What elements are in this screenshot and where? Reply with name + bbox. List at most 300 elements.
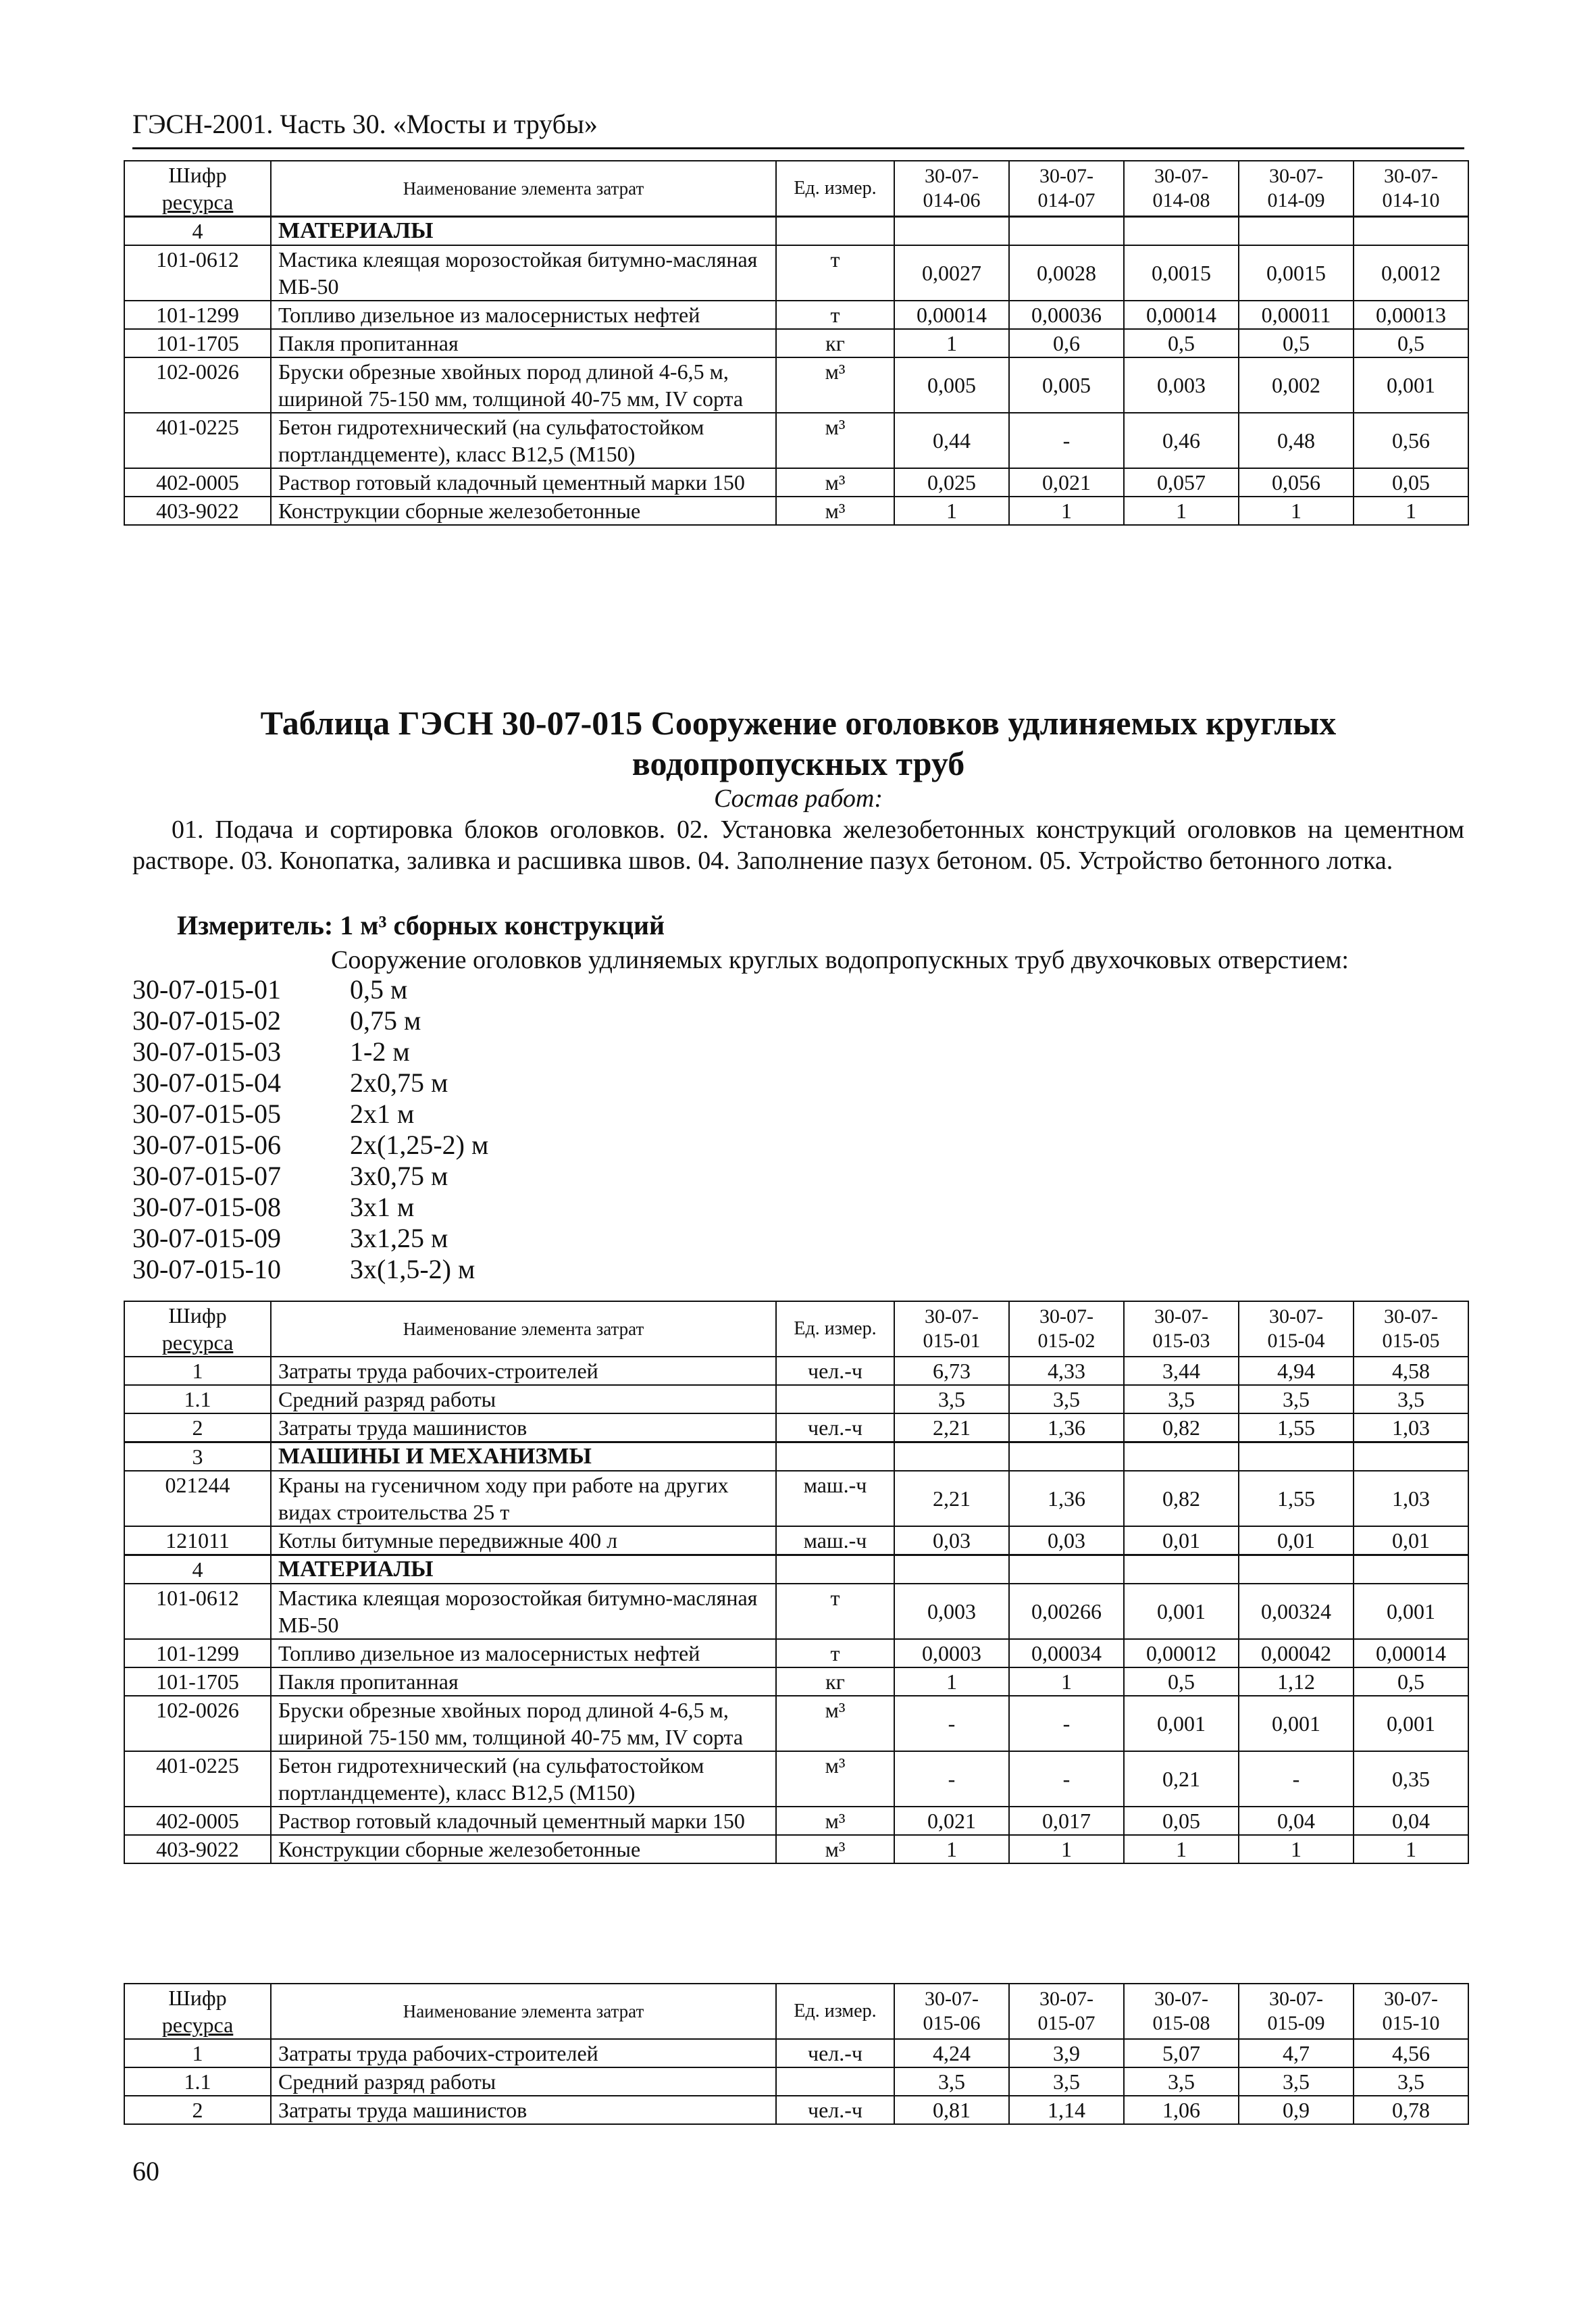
norm-value: 0,75 м <box>350 1005 421 1036</box>
resource-code: 1 <box>124 1357 271 1385</box>
resource-value: - <box>1009 1696 1124 1751</box>
header-code-line2: ресурса <box>161 1330 234 1355</box>
resource-code: 402-0005 <box>124 468 271 497</box>
resource-code: 101-1299 <box>124 301 271 329</box>
norm-code: 30-07-015-02 <box>132 1005 281 1036</box>
norm-row <box>132 974 488 1005</box>
header-norm-code-line2: 014-10 <box>1382 189 1440 211</box>
resource-value <box>1009 217 1124 246</box>
resource-value: 1,55 <box>1239 1413 1354 1442</box>
resource-code: 1.1 <box>124 1385 271 1413</box>
norm-row <box>132 1161 488 1192</box>
norm-row <box>132 1036 488 1067</box>
resource-unit: м³ <box>776 1807 894 1835</box>
resource-unit: м³ <box>776 1696 894 1751</box>
header-code <box>124 161 271 217</box>
header-norm-code-line2: 015-02 <box>1037 1330 1096 1352</box>
resource-value: 0,03 <box>1009 1526 1124 1555</box>
table-row <box>124 1471 1468 1526</box>
resource-unit: м³ <box>776 468 894 497</box>
resource-name: Краны на гусеничном ходу при работе на других видах строительства 25 т <box>271 1471 776 1526</box>
table-row <box>124 2096 1468 2124</box>
table-row <box>124 1639 1468 1667</box>
resource-code: 4 <box>124 1555 271 1584</box>
resource-value: - <box>894 1751 1009 1807</box>
header-norm-code-line2: 015-10 <box>1382 2012 1440 2034</box>
header-norm-code-line1: 30-07- <box>1154 1988 1208 2010</box>
resource-code: 101-1299 <box>124 1639 271 1667</box>
resource-value: 0,05 <box>1124 1807 1239 1835</box>
norm-code: 30-07-015-01 <box>132 974 281 1005</box>
header-name: Наименование элемента затрат <box>271 161 776 217</box>
page-number: 60 <box>132 2156 159 2186</box>
resource-value: 1 <box>1124 1835 1239 1863</box>
table-row <box>124 357 1468 413</box>
resource-code: 4 <box>124 217 271 246</box>
table-header-row <box>124 1301 1468 1357</box>
header-norm-code-line1: 30-07- <box>1039 1988 1093 2010</box>
header-norm-code-line1: 30-07- <box>1384 1988 1438 2010</box>
resource-value: 4,58 <box>1354 1357 1468 1385</box>
resource-name: Бруски обрезные хвойных пород длиной 4-6,5 м, шириной 75-150 мм, толщиной 40-75 мм, IV сорта <box>271 1696 776 1751</box>
resource-code: 101-1705 <box>124 329 271 357</box>
composition-text: 01. Подача и сортировка блоков оголовков. 02. Установка железобетонных конструкций оголовков на цементном растворе. 03. Конопатка, заливка и расшивка швов. 04. Заполнение пазух бетоном. 05. Устройство бетонного лотка. <box>132 815 1464 875</box>
resource-value: 0,001 <box>1124 1584 1239 1639</box>
resource-value: 0,00014 <box>894 301 1009 329</box>
resource-value: 0,48 <box>1239 413 1354 468</box>
table-row <box>124 1696 1468 1751</box>
resource-name: МАШИНЫ И МЕХАНИЗМЫ <box>271 1442 776 1472</box>
resource-unit: м³ <box>776 413 894 468</box>
norm-value: 0,5 м <box>350 974 408 1005</box>
header-code-line2: ресурса <box>161 190 234 214</box>
resource-value <box>1354 1442 1468 1472</box>
header-norm-code <box>1124 1984 1239 2039</box>
header-norm-code-line1: 30-07- <box>1039 165 1093 187</box>
resource-value <box>1124 217 1239 246</box>
resource-value: 1 <box>1009 497 1124 525</box>
table-row <box>124 245 1468 301</box>
resource-name: МАТЕРИАЛЫ <box>271 217 776 246</box>
norm-code: 30-07-015-06 <box>132 1130 281 1160</box>
header-norm-code-line2: 014-09 <box>1267 189 1325 211</box>
resource-unit <box>776 1442 894 1472</box>
header-norm-code <box>1239 161 1354 217</box>
resource-value <box>1009 1555 1124 1584</box>
resource-code: 101-1705 <box>124 1667 271 1696</box>
header-norm-code-line1: 30-07- <box>1154 165 1208 187</box>
resource-code: 2 <box>124 1413 271 1442</box>
resource-unit: т <box>776 245 894 301</box>
resource-unit: кг <box>776 1667 894 1696</box>
resource-code: 403-9022 <box>124 1835 271 1863</box>
resource-unit: т <box>776 301 894 329</box>
resource-unit: т <box>776 1639 894 1667</box>
resource-value: 3,5 <box>894 2067 1009 2096</box>
measure-unit: Измеритель: 1 м³ сборных конструкций <box>177 910 665 940</box>
norm-row <box>132 1192 488 1223</box>
resource-value: 3,5 <box>1124 2067 1239 2096</box>
resource-value <box>1239 217 1354 246</box>
resource-value: 0,56 <box>1354 413 1468 468</box>
header-norm-code-line1: 30-07- <box>1269 1988 1323 2010</box>
resource-value: 0,00042 <box>1239 1639 1354 1667</box>
resource-name: Раствор готовый кладочный цементный марки 150 <box>271 468 776 497</box>
header-norm-code-line2: 014-08 <box>1152 189 1210 211</box>
resource-value: 1 <box>1009 1835 1124 1863</box>
norm-code: 30-07-015-08 <box>132 1192 281 1222</box>
table-header-row <box>124 1984 1468 2039</box>
header-code <box>124 1984 271 2039</box>
resource-unit: чел.-ч <box>776 1413 894 1442</box>
norm-row <box>132 1254 488 1285</box>
resource-unit: кг <box>776 329 894 357</box>
header-norm-code-line1: 30-07- <box>1039 1305 1093 1328</box>
header-norm-code <box>1009 1301 1124 1357</box>
resource-value: 1 <box>1239 1835 1354 1863</box>
resource-value: 0,04 <box>1239 1807 1354 1835</box>
resource-value: 2,21 <box>894 1471 1009 1526</box>
resource-unit <box>776 1555 894 1584</box>
resource-value: 0,056 <box>1239 468 1354 497</box>
resource-value <box>894 217 1009 246</box>
header-norm-code-line1: 30-07- <box>1269 165 1323 187</box>
resource-code: 1 <box>124 2039 271 2067</box>
resource-value: 4,56 <box>1354 2039 1468 2067</box>
resource-value: 3,5 <box>1354 1385 1468 1413</box>
header-norm-code-line1: 30-07- <box>925 1988 979 2010</box>
resource-code: 402-0005 <box>124 1807 271 1835</box>
resource-value: 0,05 <box>1354 468 1468 497</box>
resource-unit <box>776 2067 894 2096</box>
resource-name: Затраты труда рабочих-строителей <box>271 1357 776 1385</box>
resource-code: 2 <box>124 2096 271 2124</box>
resource-value: 0,0012 <box>1354 245 1468 301</box>
resource-value: 0,00034 <box>1009 1639 1124 1667</box>
resource-code: 102-0026 <box>124 1696 271 1751</box>
resource-value: 3,5 <box>1009 2067 1124 2096</box>
header-unit: Ед. измер. <box>776 1301 894 1357</box>
header-norm-code <box>894 1984 1009 2039</box>
norms-list <box>132 974 488 1285</box>
resource-value: 0,00014 <box>1354 1639 1468 1667</box>
header-norm-code <box>1239 1984 1354 2039</box>
resource-unit: маш.-ч <box>776 1526 894 1555</box>
norm-row <box>132 1130 488 1161</box>
resource-value: 1,12 <box>1239 1667 1354 1696</box>
resource-value: 0,025 <box>894 468 1009 497</box>
resource-unit <box>776 1385 894 1413</box>
resource-name: Пакля пропитанная <box>271 329 776 357</box>
norm-row <box>132 1223 488 1254</box>
resource-value <box>1354 217 1468 246</box>
header-name: Наименование элемента затрат <box>271 1301 776 1357</box>
resource-value: 4,94 <box>1239 1357 1354 1385</box>
resource-value: 0,057 <box>1124 468 1239 497</box>
header-code-line1: Шифр <box>168 1986 227 2010</box>
resource-name: Топливо дизельное из малосернистых нефтей <box>271 1639 776 1667</box>
resource-name: Средний разряд работы <box>271 2067 776 2096</box>
resource-unit: м³ <box>776 1751 894 1807</box>
header-norm-code <box>894 1301 1009 1357</box>
resource-name: Пакля пропитанная <box>271 1667 776 1696</box>
resource-value: 1,03 <box>1354 1413 1468 1442</box>
resource-name: Мастика клеящая морозостойкая битумно-масляная МБ-50 <box>271 1584 776 1639</box>
resource-value: 1,14 <box>1009 2096 1124 2124</box>
resource-value: 0,9 <box>1239 2096 1354 2124</box>
resource-value <box>1009 1442 1124 1472</box>
header-norm-code-line1: 30-07- <box>1269 1305 1323 1328</box>
resource-value <box>894 1442 1009 1472</box>
table-row <box>124 1555 1468 1584</box>
resource-name: Средний разряд работы <box>271 1385 776 1413</box>
resource-value: 0,78 <box>1354 2096 1468 2124</box>
resource-value: 0,6 <box>1009 329 1124 357</box>
resource-value: 0,5 <box>1124 1667 1239 1696</box>
table-row <box>124 1807 1468 1835</box>
resource-code: 101-0612 <box>124 245 271 301</box>
resource-value: 1 <box>894 1667 1009 1696</box>
resource-name: Затраты труда рабочих-строителей <box>271 2039 776 2067</box>
resource-value: 1 <box>1354 1835 1468 1863</box>
resource-value: 0,82 <box>1124 1413 1239 1442</box>
resource-code: 102-0026 <box>124 357 271 413</box>
norm-code: 30-07-015-07 <box>132 1161 281 1191</box>
header-norm-code-line2: 015-03 <box>1152 1330 1210 1352</box>
resource-name: Конструкции сборные железобетонные <box>271 1835 776 1863</box>
norm-value: 1-2 м <box>350 1036 410 1067</box>
resource-name: Затраты труда машинистов <box>271 1413 776 1442</box>
resource-unit: м³ <box>776 1835 894 1863</box>
resource-value: 5,07 <box>1124 2039 1239 2067</box>
resource-value: 0,003 <box>1124 357 1239 413</box>
resource-value: 6,73 <box>894 1357 1009 1385</box>
table-row <box>124 2039 1468 2067</box>
norm-value: 2х(1,25-2) м <box>350 1130 489 1160</box>
resource-value: 3,5 <box>1239 1385 1354 1413</box>
resource-unit: чел.-ч <box>776 2096 894 2124</box>
resource-value: 3,5 <box>894 1385 1009 1413</box>
resource-code: 403-9022 <box>124 497 271 525</box>
table-row <box>124 1442 1468 1472</box>
header-norm-code <box>894 161 1009 217</box>
resource-table-015-01-05 <box>124 1301 1469 1864</box>
resource-value: 1 <box>894 1835 1009 1863</box>
norm-value: 3х1,25 м <box>350 1223 448 1253</box>
norm-code: 30-07-015-10 <box>132 1254 281 1284</box>
norm-value: 3х(1,5-2) м <box>350 1254 475 1284</box>
table-row <box>124 468 1468 497</box>
resource-value: 2,21 <box>894 1413 1009 1442</box>
resource-value: 0,00011 <box>1239 301 1354 329</box>
resource-value: 0,5 <box>1354 329 1468 357</box>
resource-value: - <box>1009 1751 1124 1807</box>
resource-name: Затраты труда машинистов <box>271 2096 776 2124</box>
resource-name: Раствор готовый кладочный цементный марки 150 <box>271 1807 776 1835</box>
header-norm-code-line2: 015-08 <box>1152 2012 1210 2034</box>
resource-value: 4,24 <box>894 2039 1009 2067</box>
header-norm-code-line2: 014-07 <box>1037 189 1096 211</box>
resource-value: 0,0028 <box>1009 245 1124 301</box>
norm-row <box>132 1005 488 1036</box>
header-norm-code <box>1354 1984 1468 2039</box>
header-norm-code <box>1354 161 1468 217</box>
norm-row <box>132 1099 488 1130</box>
resource-name: Топливо дизельное из малосернистых нефтей <box>271 301 776 329</box>
resource-code: 401-0225 <box>124 413 271 468</box>
header-norm-code-line2: 015-05 <box>1382 1330 1440 1352</box>
header-norm-code <box>1239 1301 1354 1357</box>
table-row <box>124 413 1468 468</box>
norm-code: 30-07-015-04 <box>132 1067 281 1098</box>
resource-value <box>1124 1555 1239 1584</box>
table-row <box>124 329 1468 357</box>
resource-value: 1 <box>1239 497 1354 525</box>
header-norm-code-line2: 015-07 <box>1037 2012 1096 2034</box>
header-norm-code-line2: 015-09 <box>1267 2012 1325 2034</box>
resource-value: 0,44 <box>894 413 1009 468</box>
resource-name: Бруски обрезные хвойных пород длиной 4-6,5 м, шириной 75-150 мм, толщиной 40-75 мм, IV сорта <box>271 357 776 413</box>
table-row <box>124 1413 1468 1442</box>
resource-value: 1 <box>894 329 1009 357</box>
resource-value: 1,36 <box>1009 1471 1124 1526</box>
resource-code: 121011 <box>124 1526 271 1555</box>
resource-value: 0,00012 <box>1124 1639 1239 1667</box>
resource-value: 0,01 <box>1354 1526 1468 1555</box>
resource-value: 0,0015 <box>1239 245 1354 301</box>
resource-value: 0,5 <box>1239 329 1354 357</box>
resource-code: 021244 <box>124 1471 271 1526</box>
header-norm-code-line2: 015-06 <box>923 2012 981 2034</box>
resource-unit: чел.-ч <box>776 1357 894 1385</box>
header-norm-code-line1: 30-07- <box>1154 1305 1208 1328</box>
table-row <box>124 1584 1468 1639</box>
resource-value: 0,0027 <box>894 245 1009 301</box>
resource-value: 0,5 <box>1124 329 1239 357</box>
table-row <box>124 1667 1468 1696</box>
header-code-line1: Шифр <box>168 163 227 187</box>
resource-unit: м³ <box>776 497 894 525</box>
table-row <box>124 1526 1468 1555</box>
header-norm-code <box>1354 1301 1468 1357</box>
resource-name: МАТЕРИАЛЫ <box>271 1555 776 1584</box>
resource-value: 0,0015 <box>1124 245 1239 301</box>
resource-name: Котлы битумные передвижные 400 л <box>271 1526 776 1555</box>
header-code-line2: ресурса <box>161 2013 234 2037</box>
resource-value: 0,5 <box>1354 1667 1468 1696</box>
norm-row <box>132 1067 488 1099</box>
resource-value <box>1124 1442 1239 1472</box>
resource-value: 0,04 <box>1354 1807 1468 1835</box>
header-norm-code-line2: 015-01 <box>923 1330 981 1352</box>
table-row <box>124 1385 1468 1413</box>
table-row <box>124 1751 1468 1807</box>
resource-value: - <box>894 1696 1009 1751</box>
resource-value <box>894 1555 1009 1584</box>
resource-value: 3,44 <box>1124 1357 1239 1385</box>
norm-value: 3х0,75 м <box>350 1161 448 1191</box>
resource-value <box>1239 1442 1354 1472</box>
composition-label: Состав работ: <box>713 784 883 813</box>
table-row <box>124 1357 1468 1385</box>
resource-value: 0,002 <box>1239 357 1354 413</box>
resource-value: 0,001 <box>1239 1696 1354 1751</box>
resource-unit: маш.-ч <box>776 1471 894 1526</box>
resource-value: 0,00266 <box>1009 1584 1124 1639</box>
header-norm-code-line2: 015-04 <box>1267 1330 1325 1352</box>
resource-value: 0,01 <box>1239 1526 1354 1555</box>
table-row <box>124 2067 1468 2096</box>
resource-value: 0,003 <box>894 1584 1009 1639</box>
resource-value: 0,81 <box>894 2096 1009 2124</box>
norm-value: 3х1 м <box>350 1192 415 1222</box>
resource-name: Конструкции сборные железобетонные <box>271 497 776 525</box>
resource-value <box>1354 1555 1468 1584</box>
resource-value: 1 <box>1354 497 1468 525</box>
norm-value: 2х0,75 м <box>350 1067 448 1098</box>
resource-value: 0,021 <box>894 1807 1009 1835</box>
resource-unit: м³ <box>776 357 894 413</box>
header-norm-code <box>1009 1984 1124 2039</box>
header-unit: Ед. измер. <box>776 161 894 217</box>
resource-value: 0,021 <box>1009 468 1124 497</box>
header-norm-code-line1: 30-07- <box>1384 1305 1438 1328</box>
resource-value: 0,00014 <box>1124 301 1239 329</box>
table-row <box>124 301 1468 329</box>
resource-value: 0,21 <box>1124 1751 1239 1807</box>
header-unit: Ед. измер. <box>776 1984 894 2039</box>
resource-value: 0,46 <box>1124 413 1239 468</box>
resource-value: 4,7 <box>1239 2039 1354 2067</box>
resource-value: 1,03 <box>1354 1471 1468 1526</box>
resource-code: 3 <box>124 1442 271 1472</box>
resource-code: 101-0612 <box>124 1584 271 1639</box>
norm-value: 2х1 м <box>350 1099 415 1129</box>
resource-code: 401-0225 <box>124 1751 271 1807</box>
running-header: ГЭСН-2001. Часть 30. «Мосты и трубы» <box>132 107 1464 149</box>
norm-code: 30-07-015-05 <box>132 1099 281 1129</box>
resource-value: 3,5 <box>1239 2067 1354 2096</box>
resource-value: 0,001 <box>1124 1696 1239 1751</box>
resource-value: 4,33 <box>1009 1357 1124 1385</box>
norms-intro: Сооружение оголовков удлиняемых круглых водопропускных труб двухочковых отверстием: <box>331 946 1349 974</box>
resource-unit <box>776 217 894 246</box>
resource-value: 0,00013 <box>1354 301 1468 329</box>
resource-value: 0,001 <box>1354 357 1468 413</box>
resource-table-014 <box>124 160 1469 526</box>
resource-name: Бетон гидротехнический (на сульфатостойком портландцементе), класс В12,5 (М150) <box>271 413 776 468</box>
resource-value: 1 <box>1009 1667 1124 1696</box>
header-norm-code-line2: 014-06 <box>923 189 981 211</box>
resource-name: Мастика клеящая морозостойкая битумно-масляная МБ-50 <box>271 245 776 301</box>
section-title: Таблица ГЭСН 30-07-015 Сооружение оголовков удлиняемых круглых водопропускных труб <box>260 704 1337 782</box>
header-norm-code-line1: 30-07- <box>925 165 979 187</box>
resource-name: Бетон гидротехнический (на сульфатостойком портландцементе), класс В12,5 (М150) <box>271 1751 776 1807</box>
header-norm-code <box>1124 161 1239 217</box>
header-norm-code <box>1124 1301 1239 1357</box>
resource-value: - <box>1239 1751 1354 1807</box>
resource-value: 1,06 <box>1124 2096 1239 2124</box>
resource-value: 0,0003 <box>894 1639 1009 1667</box>
resource-value: 0,00036 <box>1009 301 1124 329</box>
resource-table-015-06-10 <box>124 1983 1469 2125</box>
table-header-row <box>124 161 1468 217</box>
resource-value: 0,017 <box>1009 1807 1124 1835</box>
resource-value: 0,82 <box>1124 1471 1239 1526</box>
table-row <box>124 497 1468 525</box>
header-norm-code <box>1009 161 1124 217</box>
resource-value <box>1239 1555 1354 1584</box>
